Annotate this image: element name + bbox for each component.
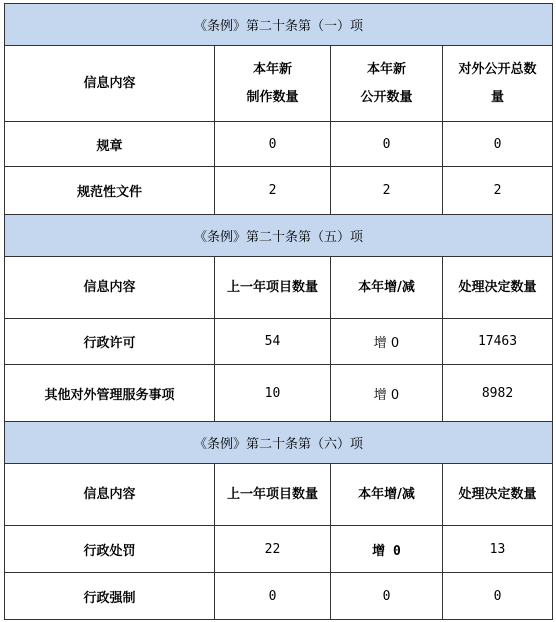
cell-value: 2 [215,167,331,215]
cell-value: 2 [443,167,553,215]
table-row [5,319,553,365]
cell-value: 0 [331,573,443,620]
column-header-info-content: 信息内容 [5,46,215,122]
row-label: 其他对外管理服务事项 [5,365,215,422]
column-header-row [5,257,553,319]
table-row [5,365,553,422]
cell-value: 54 [215,319,331,365]
column-header-info-content: 信息内容 [5,464,215,526]
cell-value: 0 [215,573,331,620]
table-row [5,573,553,620]
row-label: 行政处罚 [5,526,215,573]
row-label: 行政许可 [5,319,215,365]
table-row [5,122,553,167]
cell-value: 22 [215,526,331,573]
cell-value: 2 [331,167,443,215]
column-header-new-published: 本年新 公开数量 [331,46,443,122]
section-title: 《条例》第二十条第（一）项 [5,4,553,46]
section-title: 《条例》第二十条第（五）项 [5,215,553,257]
row-label: 行政强制 [5,573,215,620]
column-header-new-produced: 本年新 制作数量 [215,46,331,122]
column-header-row [5,46,553,122]
cell-value: 17463 [443,319,553,365]
cell-value: 13 [443,526,553,573]
cell-value: 10 [215,365,331,422]
cell-value: 增 0 [331,526,443,573]
column-header-prev-year-count: 上一年项目数量 [215,257,331,319]
row-label: 规章 [5,122,215,167]
section-title: 《条例》第二十条第（六）项 [5,422,553,464]
column-header-change: 本年增/减 [331,464,443,526]
cell-value: 0 [443,122,553,167]
cell-value: 0 [215,122,331,167]
column-header-decision-count: 处理决定数量 [443,464,553,526]
cell-value: 增 0 [331,365,443,422]
section-header-row [5,4,553,46]
column-header-prev-year-count: 上一年项目数量 [215,464,331,526]
column-header-decision-count: 处理决定数量 [443,257,553,319]
section-header-row [5,422,553,464]
cell-value: 0 [443,573,553,620]
column-header-info-content: 信息内容 [5,257,215,319]
column-header-row [5,464,553,526]
table-row [5,526,553,573]
column-header-change: 本年增/减 [331,257,443,319]
disclosure-report-table [4,3,553,620]
table-row [5,167,553,215]
row-label: 规范性文件 [5,167,215,215]
cell-value: 0 [331,122,443,167]
cell-value: 8982 [443,365,553,422]
cell-value: 增 0 [331,319,443,365]
column-header-total-published: 对外公开总数 量 [443,46,553,122]
section-header-row [5,215,553,257]
